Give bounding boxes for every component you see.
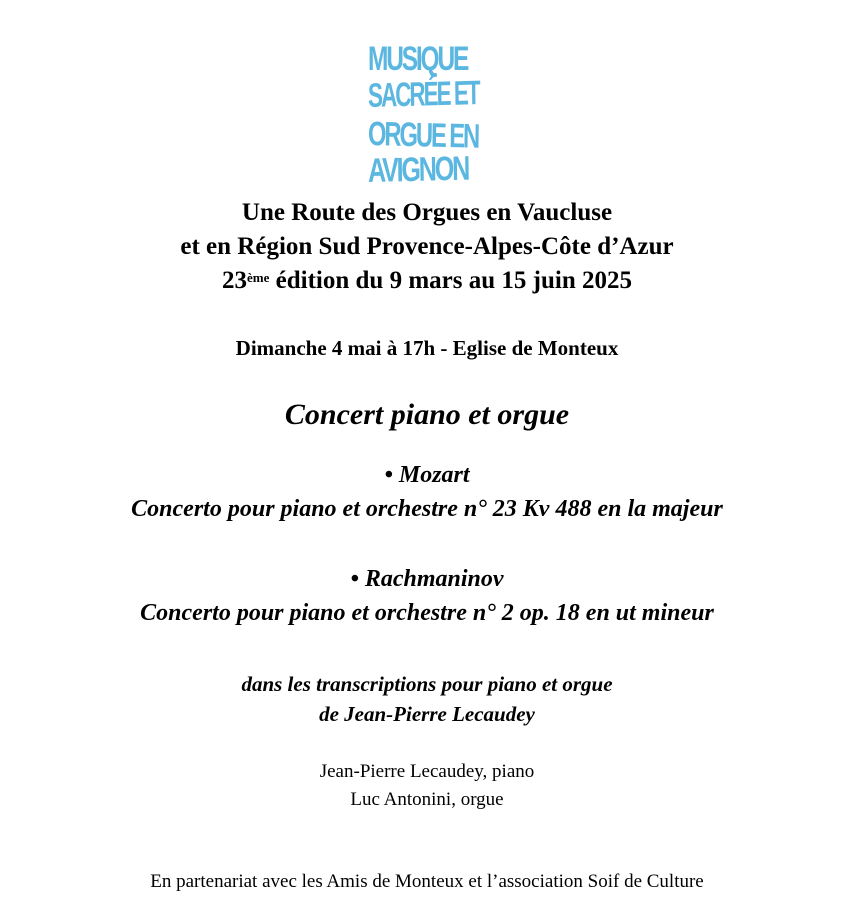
performer-piano: Jean-Pierre Lecaudey, piano [319, 761, 535, 782]
logo-line-1: MUSIQUE [368, 40, 468, 78]
work-title: Concerto pour piano et orchestre n° 23 Kv 488 en la majeur [131, 496, 723, 522]
logo-line-3: ORGUE EN [367, 114, 479, 156]
edition-line [0, 264, 854, 298]
composer-name: • Rachmaninov [350, 566, 504, 592]
performer-organ: Luc Antonini, orgue [350, 789, 504, 810]
program-item-rachmaninov [0, 562, 854, 630]
edition-suffix: ème [247, 270, 270, 285]
edition-dates: édition du 9 mars au 15 juin 2025 [269, 267, 632, 294]
partners-note: En partenariat avec les Amis de Monteux et l’association Soif de Culture [150, 871, 704, 892]
event-date-place: Dimanche 4 mai à 17h - Eglise de Monteux [235, 336, 619, 360]
performers-list [0, 758, 854, 814]
musique-sacree-logo [368, 42, 486, 188]
logo-line-2: SACRÉE ET [367, 74, 479, 116]
transcription-line-2: de Jean-Pierre Lecaudey [319, 702, 535, 726]
composer-name: • Mozart [384, 462, 470, 488]
header-line-2: et en Région Sud Provence-Alpes-Côte d’Azur [180, 233, 674, 260]
festival-header [0, 196, 854, 298]
transcription-note [0, 669, 854, 729]
logo-line-4: AVIGNON [367, 149, 469, 190]
transcription-line-1: dans les transcriptions pour piano et orgue [241, 672, 613, 696]
work-title: Concerto pour piano et orchestre n° 2 op. 18 en ut mineur [140, 600, 714, 626]
edition-number: 23 [222, 267, 248, 294]
concert-title: Concert piano et orgue [284, 398, 570, 431]
header-line-1: Une Route des Orgues en Vaucluse [241, 199, 613, 226]
program-item-mozart [0, 458, 854, 526]
